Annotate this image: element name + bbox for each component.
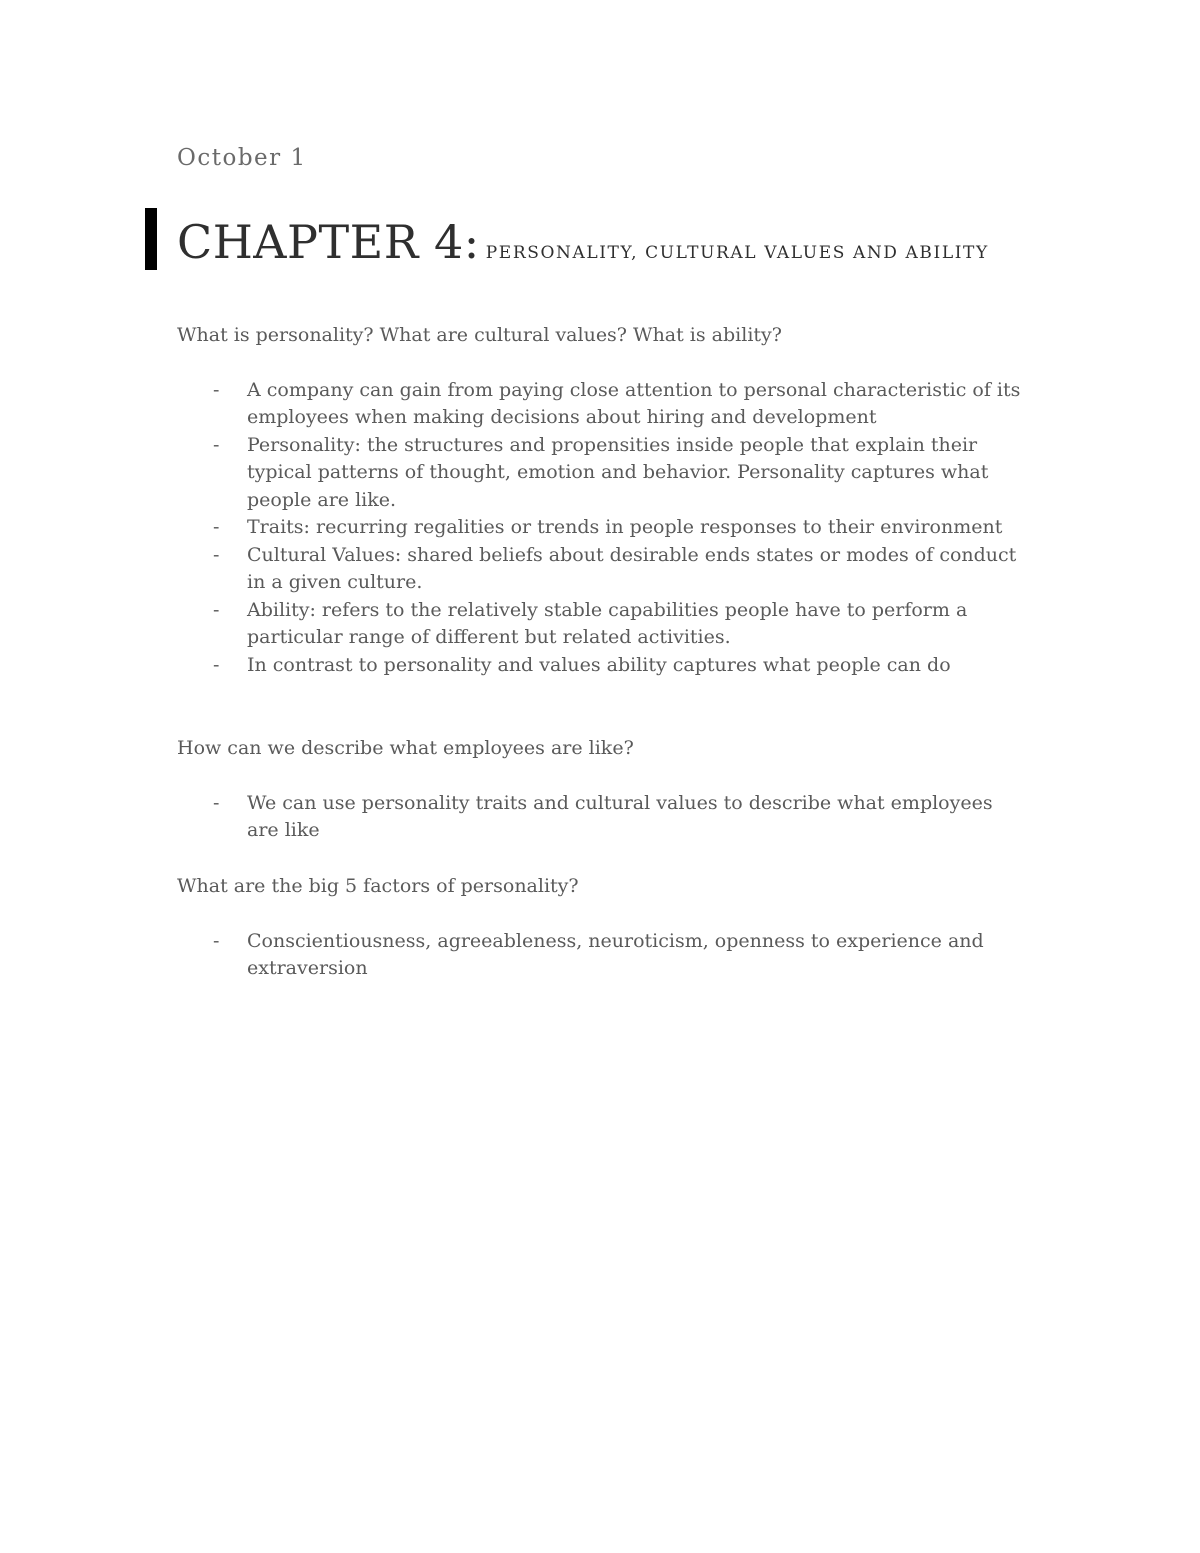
document-date: October 1 xyxy=(177,145,307,171)
dash-marker: - xyxy=(213,598,220,621)
chapter-heading xyxy=(177,212,989,283)
bullet-list xyxy=(177,377,1037,680)
bullet-list xyxy=(177,928,1037,983)
bullet-list xyxy=(177,790,1037,845)
list-item: - In contrast to personality and values ability captures what people can do xyxy=(177,652,1027,680)
dash-marker: - xyxy=(213,433,220,456)
section-question: How can we describe what employees are like? xyxy=(177,737,634,759)
dash-marker: - xyxy=(213,516,220,538)
dash-marker: - xyxy=(213,791,220,814)
list-item: - Cultural Values: shared beliefs about desirable ends states or modes of conduct in a given culture. xyxy=(213,543,1017,593)
list-item: - Personality: the structures and propensities inside people that explain their typical patterns of thought, emotion and behavior. Personality captures what people are like. xyxy=(213,433,989,511)
section-question: What is personality? What are cultural values? What is ability? xyxy=(177,324,782,346)
list-item: - Conscientiousness, agreeableness, neuroticism, openness to experience and extraversion xyxy=(213,929,984,979)
dash-marker: - xyxy=(213,929,220,952)
list-item: - Traits: recurring regalities or trends in people responses to their environment xyxy=(177,514,1027,542)
heading-accent-bar xyxy=(145,208,157,270)
section-question: What are the big 5 factors of personality? xyxy=(177,875,579,897)
chapter-number: CHAPTER 4: xyxy=(177,215,480,269)
section-big-five xyxy=(177,873,1037,983)
chapter-subtitle: PERSONALITY, CULTURAL VALUES AND ABILITY xyxy=(485,243,989,263)
list-item: - We can use personality traits and cultural values to describe what employees are like xyxy=(213,791,993,841)
list-item: - A company can gain from paying close attention to personal characteristic of its employees when making decisions about hiring and development xyxy=(213,378,1021,428)
dash-marker: - xyxy=(213,378,220,401)
dash-marker: - xyxy=(213,653,220,676)
dash-marker: - xyxy=(213,543,220,566)
section-personality-values-ability xyxy=(177,322,1037,679)
list-item: - Ability: refers to the relatively stable capabilities people have to perform a particular range of different but related activities. xyxy=(213,598,968,648)
section-describe-employees xyxy=(177,735,1037,845)
